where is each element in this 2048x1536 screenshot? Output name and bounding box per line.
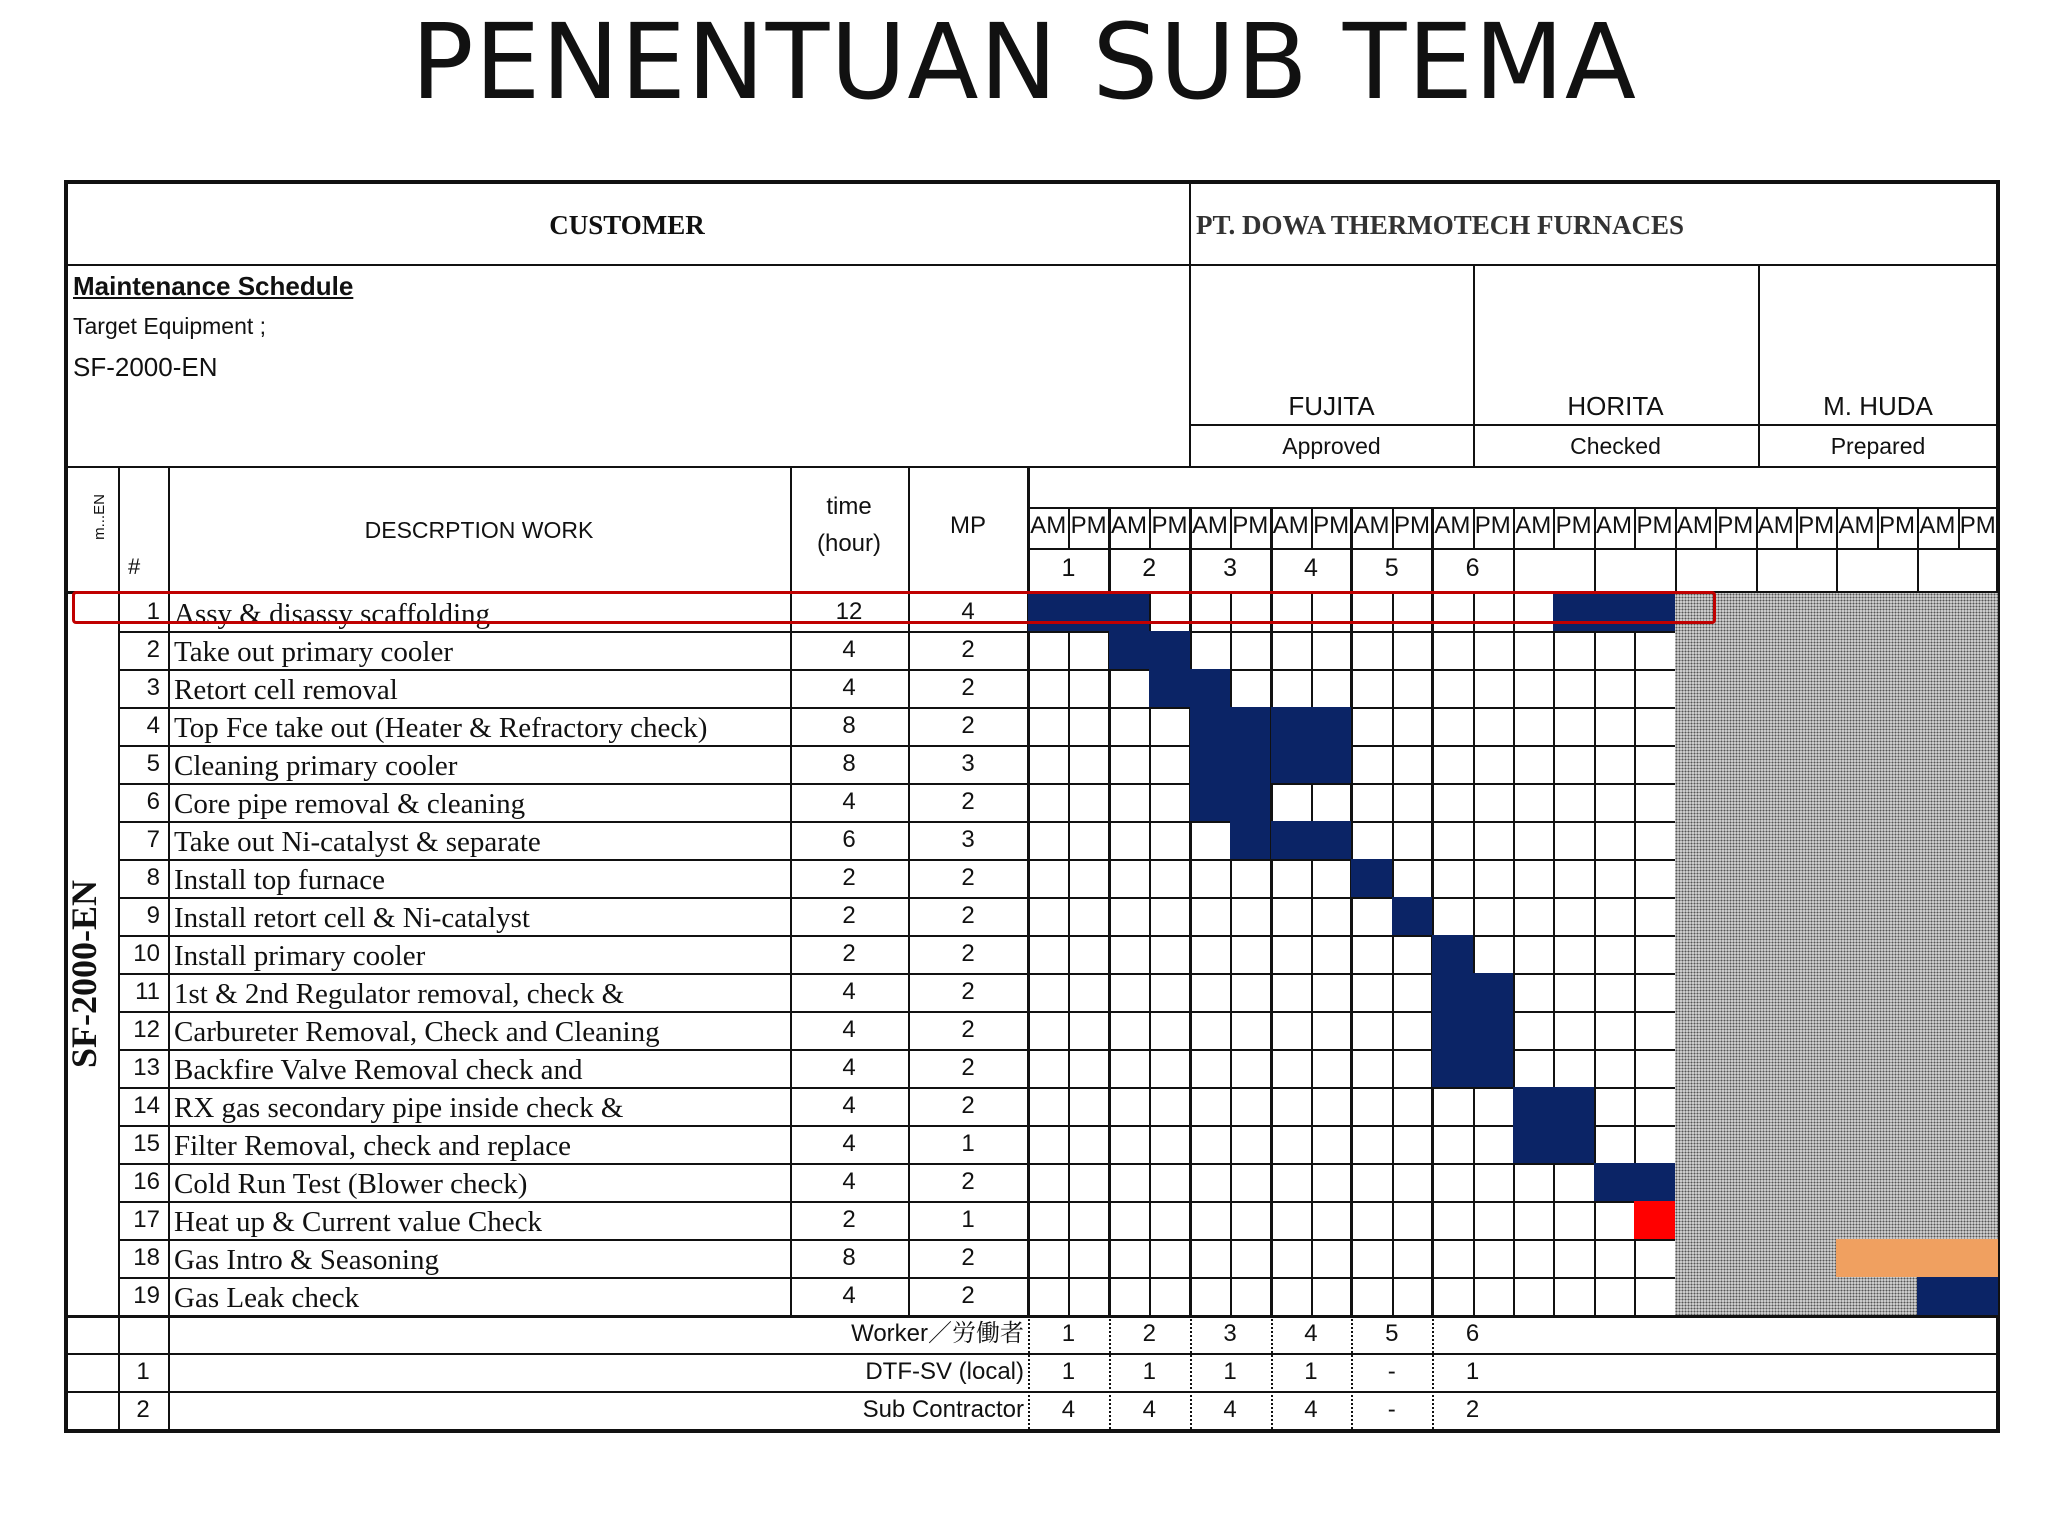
am-label: AM (1676, 512, 1713, 539)
signoff-name: M. HUDA (1823, 391, 1933, 421)
task-time: 2 (842, 1206, 856, 1233)
task-number: 12 (133, 1016, 160, 1043)
summary-value: 1 (1223, 1358, 1237, 1385)
v-rule (1068, 593, 1070, 1315)
task-manpower: 4 (961, 598, 975, 625)
v-rule (1473, 264, 1475, 466)
summary-value: 4 (1304, 1396, 1318, 1423)
signoff-role: Checked (1570, 433, 1661, 459)
task-description: Backfire Valve Removal check and (174, 1054, 583, 1086)
v-rule (1758, 264, 1760, 466)
summary-value: 2 (1465, 1396, 1480, 1423)
am-label: AM (1111, 512, 1148, 539)
summary-value: 2 (1142, 1320, 1156, 1347)
schedule-block (1553, 1087, 1593, 1125)
slide-title: PENENTUAN SUB TEMA (410, 1, 1638, 123)
am-label: AM (1919, 512, 1956, 539)
summary-number: 2 (136, 1396, 150, 1423)
task-number: 9 (146, 902, 160, 929)
schedule-block (1553, 1125, 1593, 1163)
h-rule (64, 1429, 1998, 1433)
task-manpower: 2 (961, 712, 975, 739)
summary-value: - (1387, 1358, 1396, 1385)
h-rule (64, 466, 1998, 468)
task-number: 17 (133, 1206, 160, 1233)
schedule-block (1230, 783, 1270, 821)
summary-value: 1 (1142, 1358, 1156, 1385)
schedule-block (1149, 669, 1189, 707)
task-manpower: 2 (961, 978, 975, 1005)
task-time: 8 (842, 712, 856, 739)
schedule-block (1432, 973, 1472, 1011)
am-label: AM (1353, 512, 1390, 539)
task-time: 2 (842, 940, 856, 967)
signoff-role: Prepared (1830, 433, 1926, 459)
signoff-name: FUJITA (1288, 391, 1375, 421)
pm-label: PM (1878, 512, 1915, 539)
task-description: Take out primary cooler (174, 636, 453, 668)
task-manpower: 2 (961, 1282, 975, 1309)
pm-label: PM (1474, 512, 1511, 539)
task-manpower: 1 (961, 1130, 975, 1157)
task-description: Cleaning primary cooler (174, 750, 458, 782)
pm-label: PM (1151, 512, 1188, 539)
schedule-block (1311, 745, 1351, 783)
summary-number: 1 (136, 1358, 150, 1385)
pm-label: PM (1393, 512, 1430, 539)
time-header-line2: (hour) (816, 530, 882, 557)
schedule-block (1594, 1163, 1634, 1201)
summary-value: 6 (1465, 1320, 1480, 1347)
task-manpower: 2 (961, 788, 975, 815)
seasoning-block (1917, 1239, 1957, 1277)
target-equipment-label: Target Equipment ; (73, 313, 267, 339)
task-time: 2 (842, 902, 856, 929)
schedule-block (1917, 1277, 1957, 1315)
task-description: Install retort cell & Ni-catalyst (174, 902, 530, 934)
heatup-block (1634, 1201, 1674, 1239)
hash-header: # (128, 554, 141, 579)
schedule-block (1271, 707, 1311, 745)
v-rule (1270, 507, 1273, 1315)
v-rule (1350, 507, 1353, 1315)
schedule-block (1311, 821, 1351, 859)
pm-label: PM (1232, 512, 1269, 539)
day-number: 1 (1061, 554, 1076, 582)
company-name: PT. DOWA THERMOTECH FURNACES (1196, 210, 1685, 240)
summary-value: 1 (1061, 1358, 1076, 1385)
task-description: Cold Run Test (Blower check) (174, 1168, 528, 1200)
task-time: 4 (842, 636, 856, 663)
task-number: 11 (135, 978, 160, 1005)
task-number: 5 (146, 750, 160, 777)
corner-label: m...EN (91, 494, 108, 540)
task-manpower: 2 (961, 1054, 975, 1081)
schedule-block (1432, 935, 1472, 973)
schedule-block (1190, 707, 1230, 745)
task-manpower: 2 (961, 674, 975, 701)
pm-label: PM (1717, 512, 1754, 539)
task-manpower: 3 (961, 826, 975, 853)
h-rule (64, 180, 1998, 184)
summary-number (118, 1315, 168, 1353)
signoff-name: HORITA (1567, 391, 1664, 421)
am-label: AM (1434, 512, 1471, 539)
task-number: 14 (133, 1092, 160, 1119)
schedule-block (1513, 1087, 1553, 1125)
time-header-line1: time (826, 493, 872, 520)
v-rule (1553, 593, 1555, 1315)
schedule-block (1311, 707, 1351, 745)
summary-value: 4 (1061, 1396, 1076, 1423)
task-time: 8 (842, 1244, 856, 1271)
customer-label: CUSTOMER (549, 210, 705, 240)
summary-value: 4 (1304, 1320, 1318, 1347)
summary-value: 4 (1223, 1396, 1237, 1423)
schedule-block (1473, 973, 1513, 1011)
pm-label: PM (1555, 512, 1592, 539)
summary-label: Sub Contractor (862, 1396, 1024, 1423)
task-time: 4 (842, 1168, 856, 1195)
schedule-block (1271, 745, 1311, 783)
am-label: AM (1596, 512, 1633, 539)
task-manpower: 2 (961, 1016, 975, 1043)
task-time: 4 (842, 1054, 856, 1081)
task-number: 15 (133, 1130, 160, 1157)
summary-value: 5 (1385, 1320, 1399, 1347)
am-label: AM (1272, 512, 1309, 539)
schedule-block (1230, 821, 1270, 859)
task-manpower: 2 (961, 1092, 975, 1119)
task-description: Filter Removal, check and replace (174, 1130, 571, 1162)
v-rule (1189, 507, 1192, 1315)
task-time: 4 (842, 1092, 856, 1119)
task-manpower: 2 (961, 940, 975, 967)
description-header: DESCRPTION WORK (364, 517, 594, 543)
task-time: 4 (842, 674, 856, 701)
task-description: Take out Ni-catalyst & separate (174, 826, 541, 858)
am-label: AM (1515, 512, 1552, 539)
task-number: 7 (146, 826, 160, 853)
schedule-block (1230, 745, 1270, 783)
schedule-block (1190, 669, 1230, 707)
schedule-block (1634, 1163, 1674, 1201)
schedule-block (1473, 1011, 1513, 1049)
task-description: 1st & 2nd Regulator removal, check & (174, 978, 625, 1010)
schedule-block (1190, 745, 1230, 783)
task-description: Install primary cooler (174, 940, 426, 972)
summary-value: 1 (1061, 1320, 1076, 1347)
task-description: Top Fce take out (Heater & Refractory check) (174, 712, 708, 744)
task-number: 6 (146, 788, 160, 815)
am-label: AM (1030, 512, 1067, 539)
task-number: 4 (146, 712, 160, 739)
summary-value: 4 (1142, 1396, 1156, 1423)
schedule-block (1432, 1049, 1472, 1087)
task-number: 18 (133, 1244, 160, 1271)
am-label: AM (1838, 512, 1875, 539)
schedule-block (1513, 1125, 1553, 1163)
seasoning-block (1836, 1239, 1876, 1277)
task-description: Install top furnace (174, 864, 385, 896)
pm-label: PM (1798, 512, 1835, 539)
summary-label: Worker／労働者 (851, 1320, 1024, 1347)
task-number: 16 (133, 1168, 160, 1195)
seasoning-block (1958, 1239, 1998, 1277)
task-time: 4 (842, 1282, 856, 1309)
task-manpower: 1 (961, 1206, 975, 1233)
summary-value: 1 (1465, 1358, 1480, 1385)
task-description: Assy & disassy scaffolding (174, 598, 491, 630)
schedule-block (1149, 631, 1189, 669)
v-rule (1230, 593, 1232, 1315)
task-number: 1 (146, 598, 160, 625)
task-number: 8 (146, 864, 160, 891)
schedule-block (1190, 783, 1230, 821)
pm-label: PM (1636, 512, 1673, 539)
schedule-block (1351, 859, 1391, 897)
task-number: 2 (146, 636, 160, 663)
task-time: 4 (842, 978, 856, 1005)
task-manpower: 2 (961, 902, 975, 929)
summary-value: - (1387, 1396, 1396, 1423)
task-time: 4 (842, 1016, 856, 1043)
task-description: Gas Leak check (174, 1282, 360, 1314)
h-rule (1189, 424, 1998, 426)
task-time: 2 (842, 864, 856, 891)
mp-header: MP (950, 512, 986, 539)
pm-label: PM (1070, 512, 1107, 539)
v-rule (1311, 593, 1313, 1315)
equipment-code: SF-2000-EN (73, 352, 218, 382)
pm-label: PM (1959, 512, 1996, 539)
task-manpower: 2 (961, 636, 975, 663)
day-number: 6 (1465, 554, 1480, 582)
signoff-role: Approved (1282, 433, 1381, 459)
day-number: 5 (1384, 554, 1399, 582)
schedule-block (1958, 1277, 1998, 1315)
task-description: Gas Intro & Seasoning (174, 1244, 439, 1276)
task-description: Retort cell removal (174, 674, 398, 706)
am-label: AM (1191, 512, 1228, 539)
task-description: RX gas secondary pipe inside check & (174, 1092, 624, 1124)
task-manpower: 2 (961, 1168, 975, 1195)
task-manpower: 3 (961, 750, 975, 777)
summary-value: 3 (1223, 1320, 1237, 1347)
task-description: Carbureter Removal, Check and Cleaning (174, 1016, 660, 1048)
am-label: AM (1757, 512, 1794, 539)
schedule-block (1109, 631, 1149, 669)
task-manpower: 2 (961, 1244, 975, 1271)
seasoning-block (1877, 1239, 1917, 1277)
schedule-block (1271, 821, 1311, 859)
task-number: 3 (146, 674, 160, 701)
v-rule (1392, 593, 1394, 1315)
equipment-side-label: SF-2000-EN (64, 880, 104, 1068)
task-time: 6 (842, 826, 856, 853)
day-number: 2 (1142, 554, 1157, 582)
row-1-highlight (72, 591, 1716, 624)
task-description: Core pipe removal & cleaning (174, 788, 526, 820)
task-manpower: 2 (961, 864, 975, 891)
schedule-block (1230, 707, 1270, 745)
v-rule (1473, 593, 1475, 1315)
task-number: 10 (133, 940, 160, 967)
day-number: 3 (1223, 554, 1238, 582)
task-time: 4 (842, 1130, 856, 1157)
task-number: 13 (133, 1054, 160, 1081)
h-rule (64, 264, 1998, 266)
task-time: 4 (842, 788, 856, 815)
nonworking-days-shading (1675, 593, 1998, 1315)
v-rule (1513, 507, 1515, 1315)
task-description: Heat up & Current value Check (174, 1206, 543, 1238)
schedule-block (1473, 1049, 1513, 1087)
task-time: 12 (835, 598, 863, 625)
day-number: 4 (1303, 554, 1318, 582)
pm-label: PM (1313, 512, 1350, 539)
schedule-block (1392, 897, 1432, 935)
task-time: 8 (842, 750, 856, 777)
task-number: 19 (133, 1282, 160, 1309)
schedule-block (1432, 1011, 1472, 1049)
summary-label: DTF-SV (local) (865, 1358, 1024, 1385)
doc-title: Maintenance Schedule (73, 271, 354, 301)
summary-value: 1 (1304, 1358, 1318, 1385)
